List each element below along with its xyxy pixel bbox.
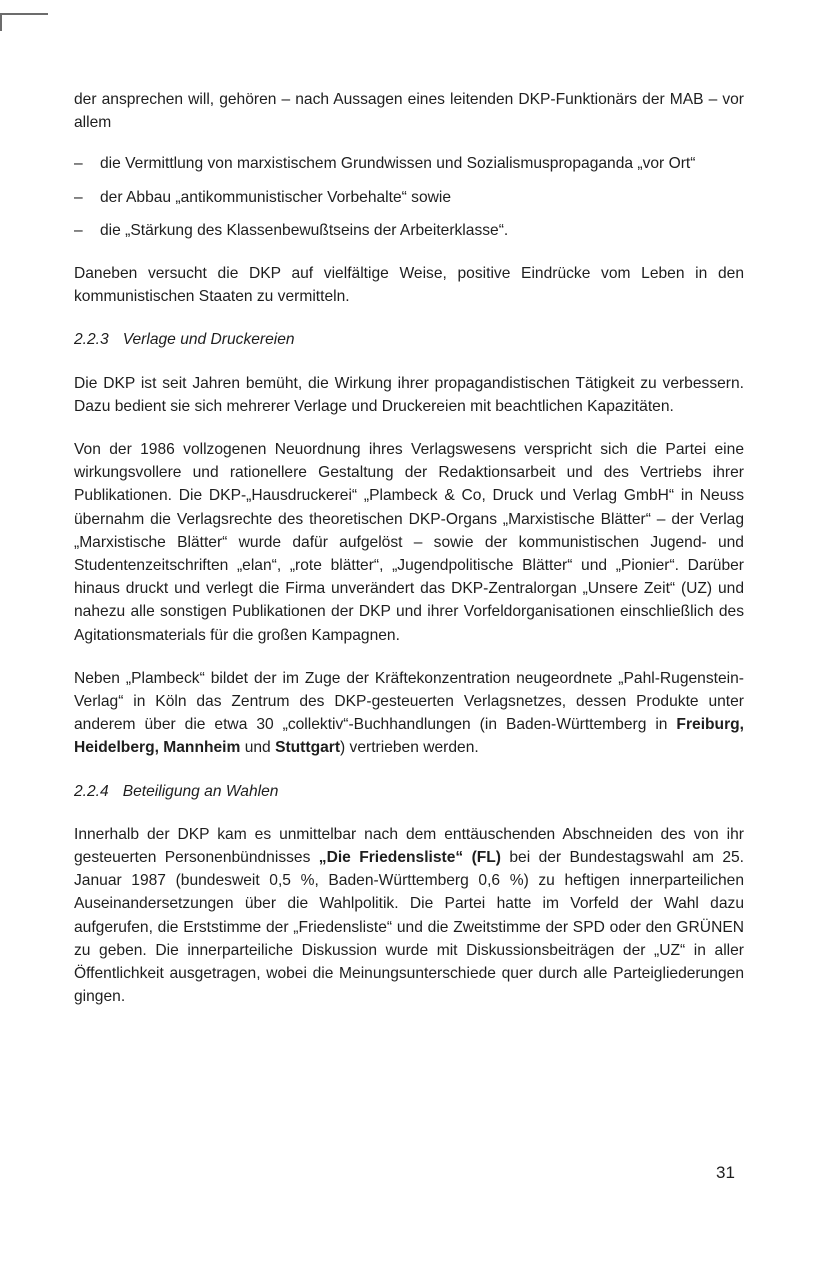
section-title: Beteiligung an Wahlen	[122, 782, 279, 800]
bullet-text: die „Stärkung des Klassenbewußtseins der Arbeiterklasse“.	[100, 221, 509, 239]
bold-cities: Freiburg, Heidelberg, Mannheim	[74, 716, 744, 757]
paragraph-verlage-2: Von der 1986 vollzogenen Neuordnung ihres Verlagswesens verspricht sich die Partei eine wirkungsvollere und rationellere Gestaltung der Redaktionsarbeit und des Vertriebs ihrer Publikationen. Die DKP-„Hausdruckerei“ „Plambeck & Co, Druck und Verlag GmbH“ in Neuss übernahm die Verlagsrechte des theoretischen DKP-Organs „Marxistische Blätter“ – der Verlag „Marxistische Blätter“ wurde dafür aufgelöst – sowie der kommunistischen Jugend- und Studentenzeitschriften „elan“, „rote blätter“, „Jugendpolitische Blätter“ und „Pionier“. Darüber hinaus druckt und verlegt die Firma unverändert das DKP-Zentralorgan „Unsere Zeit“ (UZ) und nahezu alle sonstigen Publikationen der DKP und ihrer Vorfeldorganisationen einschließlich des Agitationsmaterials für die großen Kampagnen.	[74, 441, 744, 644]
paragraph-verlage-1: Die DKP ist seit Jahren bemüht, die Wirkung ihrer propagandistischen Tätigkeit zu verbessern. Dazu bedient sie sich mehrerer Verlage und Druckereien mit beachtlichen Kapazitäten.	[74, 374, 744, 415]
text-run: Neben „Plambeck“ bildet der im Zuge der Kräftekonzentration neugeordnete „Pahl-Rugenstein-Verlag“ in Köln das Zentrum des DKP-gesteuerten Verlagsnetzes, dessen Produkte unter anderem über die etwa 30 „collektiv“-Buchhandlungen (in Baden-Württemberg in	[74, 669, 744, 734]
bullet-item	[74, 219, 744, 242]
section-title: Verlage und Druckereien	[122, 331, 295, 349]
section-number: 2.2.3	[74, 331, 109, 349]
dash-marker: –	[74, 155, 83, 173]
scan-corner-mark	[0, 0, 50, 30]
text-run: Innerhalb der DKP kam es unmittelbar nach dem enttäuschenden Abschneiden des von ihr gesteuerten Personenbündnisses	[74, 825, 744, 867]
page-number: 31	[716, 1163, 735, 1182]
bullet-list	[74, 152, 744, 242]
bullet-text: die Vermittlung von marxistischem Grundwissen und Sozialismuspropaganda „vor Ort“	[100, 155, 696, 173]
text-run: bei der Bundestagswahl am 25. Januar 1987 (bundesweit 0,5 %, Baden-Württemberg 0,6 %) zu heftigen innerparteilichen Auseinandersetzungen über die Wahlpolitik. Die Partei hatte im Vorfeld der Wahl dazu aufgerufen, die Erststimme der „Friedensliste“ und die Zweitstimme der SPD oder den GRÜNEN zu geben. Die innerparteiliche Diskussion wurde mit Diskussionsbeiträgen der „UZ“ in aller Öffentlichkeit ausgetragen, wobei die Meinungsunterschiede quer durch alle Parteigliederungen gingen.	[74, 849, 744, 1006]
paragraph-daneben: Daneben versucht die DKP auf vielfältige Weise, positive Eindrücke vom Leben in den kommunistischen Staaten zu vermitteln.	[74, 265, 744, 306]
bullet-item	[74, 186, 744, 209]
scan-corner-line-horizontal	[0, 13, 48, 15]
text-run: ) vertrieben werden.	[340, 739, 479, 757]
scan-corner-line-vertical	[0, 13, 2, 31]
bold-city-stuttgart: Stuttgart	[275, 739, 341, 757]
text-run: und	[240, 739, 276, 757]
paragraph-verlage-3	[74, 667, 744, 760]
dash-marker: –	[74, 221, 83, 239]
intro-paragraph: der ansprechen will, gehören – nach Aussagen eines leitenden DKP-Funktionärs der MAB – vor allem	[74, 91, 744, 132]
section-number: 2.2.4	[74, 782, 109, 800]
section-heading-2-2-4	[74, 780, 744, 803]
bold-friedensliste: „Die Friedensliste“ (FL)	[318, 849, 502, 867]
paragraph-wahlen	[74, 823, 744, 1009]
bullet-item	[74, 152, 744, 175]
page-body	[74, 88, 744, 1009]
dash-marker: –	[74, 188, 83, 206]
section-heading-2-2-3	[74, 328, 744, 351]
bullet-text: der Abbau „antikommunistischer Vorbehalte“ sowie	[100, 188, 452, 206]
